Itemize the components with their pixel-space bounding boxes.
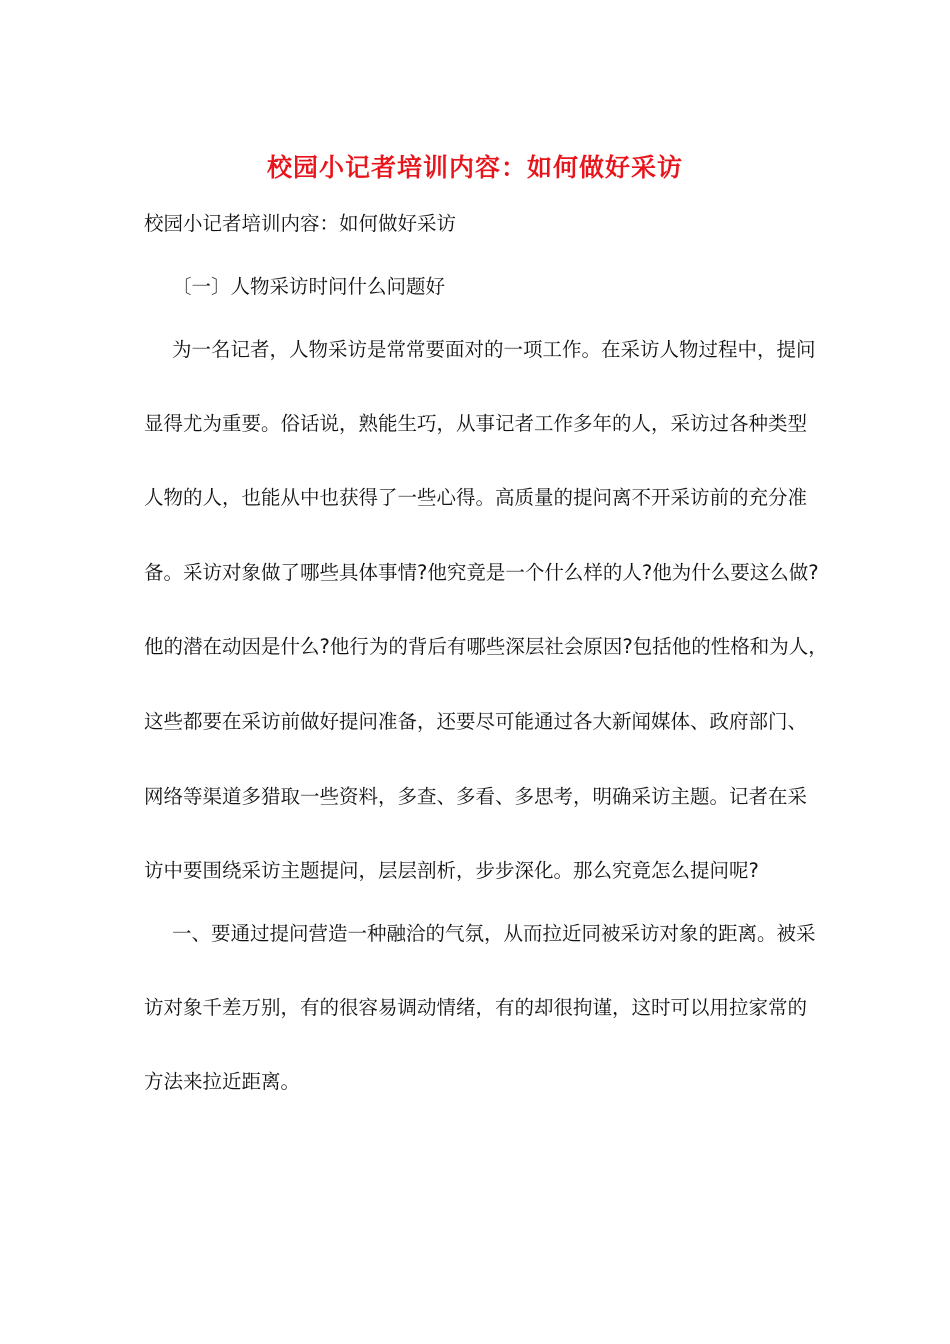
paragraph-line: 他的潜在动因是什么?他行为的背后有哪些深层社会原因?包括他的性格和为人，: [144, 635, 828, 658]
document-subtitle: 校园小记者培训内容：如何做好采访: [144, 212, 457, 235]
paragraph-line: 备。采访对象做了哪些具体事情?他究竟是一个什么样的人?他为什么要这么做?: [144, 561, 819, 584]
paragraph-line: 方法来拉近距离。: [144, 1070, 301, 1093]
paragraph-line: 网络等渠道多猎取一些资料，多查、多看、多思考，明确采访主题。记者在采: [144, 785, 808, 808]
paragraph-line: 显得尤为重要。俗话说，熟能生巧，从事记者工作多年的人，采访过各种类型: [144, 412, 808, 435]
paragraph-line: 一、要通过提问营造一种融洽的气氛，从而拉近同被采访对象的距离。被采: [172, 922, 816, 945]
section-heading: 〔一〕人物采访时问什么问题好: [172, 275, 446, 298]
paragraph-line: 这些都要在采访前做好提问准备，还要尽可能通过各大新闻媒体、政府部门、: [144, 710, 808, 733]
paragraph-line: 为一名记者，人物采访是常常要面对的一项工作。在采访人物过程中，提问: [172, 338, 816, 361]
paragraph-line: 访对象千差万别，有的很容易调动情绪，有的却很拘谨，这时可以用拉家常的: [144, 996, 808, 1019]
document-title: 校园小记者培训内容：如何做好采访: [266, 153, 683, 182]
paragraph-line: 人物的人，也能从中也获得了一些心得。高质量的提问离不开采访前的充分准: [144, 486, 808, 509]
paragraph-line: 访中要围绕采访主题提问，层层剖析，步步深化。那么究竟怎么提问呢?: [144, 859, 759, 882]
